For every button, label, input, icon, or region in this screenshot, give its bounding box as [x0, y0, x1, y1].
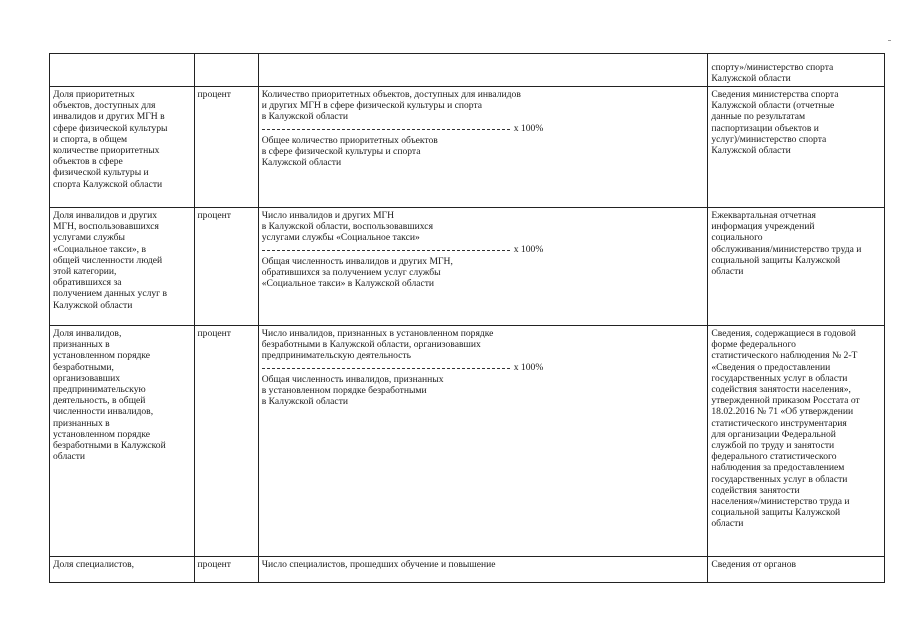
indicator-line: признанных в	[53, 417, 110, 429]
numerator-line: Число специалистов, прошедших обучение и повышение	[261, 559, 496, 570]
source-line: паспортизации объектов и	[711, 122, 819, 134]
indicator-line: «Социальное такси», в	[53, 243, 146, 255]
indicators-table	[49, 53, 885, 583]
indicator-line: Доля инвалидов и других	[53, 210, 158, 221]
source-line: федерального статистического	[711, 451, 837, 463]
source-line: социальной защиты Калужской	[711, 254, 841, 266]
source-line: Калужской области	[711, 72, 791, 84]
source-line: «Сведения о предоставлении	[711, 361, 831, 373]
indicator-line: Доля инвалидов,	[53, 328, 122, 339]
indicator-line: области	[53, 451, 86, 463]
indicator-line: этой категории,	[53, 266, 117, 278]
denominator-line: в сфере физической культуры и спорта	[261, 145, 421, 157]
denominator-line: Общее количество приоритетных объектов	[261, 134, 438, 146]
indicator-line: и спорта, в общем	[53, 133, 128, 145]
source-cell	[708, 87, 885, 208]
indicator-cell	[50, 326, 195, 557]
numerator-line: Количество приоритетных объектов, доступных для инвалидов	[261, 89, 521, 100]
table-row	[50, 326, 885, 557]
indicator-line: численности инвалидов,	[53, 406, 154, 418]
source-line: Калужской области (отчетные	[711, 100, 835, 112]
source-line: наблюдения за предоставлением	[711, 462, 845, 474]
fraction-bar	[262, 362, 706, 374]
source-line: Сведения, содержащиеся в годовой	[711, 328, 856, 339]
source-line: утвержденной приказом Росстата от	[711, 395, 860, 407]
formula-cell	[258, 557, 708, 583]
numerator-line: и других МГН в сфере физической культуры и спорта	[261, 100, 483, 112]
source-line: спорту»/министерство спорта	[711, 61, 834, 73]
source-line: содействия занятости	[711, 484, 800, 496]
denominator-line: Общая численность инвалидов и других МГН,	[261, 255, 453, 267]
source-line: услуг)/министерство спорта	[711, 133, 827, 145]
source-line: статистического инструментария	[711, 417, 847, 429]
source-line: форме федерального	[711, 339, 796, 351]
indicator-line: получением данных услуг в	[53, 288, 168, 300]
source-line: службой по труду и занятости	[711, 440, 835, 452]
denominator-line: в Калужской области	[261, 396, 349, 408]
source-line: данные по результатам	[711, 111, 806, 123]
source-cell	[708, 557, 885, 583]
denominator-line: Общая численность инвалидов, признанных	[261, 373, 444, 385]
indicator-line: услугами службы	[53, 232, 125, 244]
indicator-line: физической культуры и	[53, 167, 149, 179]
indicator-line: Доля специалистов,	[53, 559, 135, 570]
formula-cell	[258, 208, 708, 326]
source-line: социального	[711, 232, 763, 244]
indicator-line: признанных в	[53, 339, 110, 351]
multiplier: x 100%	[513, 243, 544, 255]
unit-cell: процент	[194, 326, 258, 557]
source-line: области	[711, 518, 744, 530]
source-line: Калужской области	[711, 145, 791, 157]
source-line: для организации Федеральной	[711, 428, 836, 440]
indicator-line: спорта Калужской области	[53, 178, 163, 190]
unit-cell	[194, 54, 258, 87]
indicator-line: МГН, воспользовавшихся	[53, 221, 159, 233]
denominator-line: «Социальное такси» в Калужской области	[261, 278, 435, 290]
table-row	[50, 54, 885, 87]
indicator-line: организовавших	[53, 372, 121, 384]
indicator-cell	[50, 87, 195, 208]
formula-cell	[258, 87, 708, 208]
denominator-line: в установленном порядке безработными	[261, 384, 427, 396]
source-line: населения»/министерство труда и	[711, 496, 850, 508]
denominator-line: обратившихся за получением услуг службы	[261, 266, 441, 278]
fraction-bar	[262, 123, 706, 135]
table-row	[50, 208, 885, 326]
indicator-line: установленном порядке	[53, 350, 151, 362]
page-mark	[888, 40, 891, 41]
formula-cell	[258, 326, 708, 557]
source-line: информация учреждений	[711, 221, 815, 233]
indicator-line: безработными в Калужской	[53, 440, 166, 452]
unit-cell: процент	[194, 87, 258, 208]
indicator-cell	[50, 557, 195, 583]
numerator-line: услугами службы «Социальное такси»	[261, 232, 420, 244]
indicator-line: безработными,	[53, 361, 114, 373]
source-line: социальной защиты Калужской	[711, 507, 841, 519]
numerator-line: в Калужской области	[261, 111, 349, 123]
indicator-line: деятельность, в общей	[53, 395, 146, 407]
formula-cell	[258, 54, 708, 87]
source-line: 18.02.2016 № 71 «Об утверждении	[711, 406, 854, 418]
indicator-line: объектов в сфере	[53, 156, 123, 168]
source-cell	[708, 326, 885, 557]
indicator-line: предпринимательскую	[53, 384, 146, 396]
indicator-line: инвалидов и других МГН в	[53, 111, 165, 123]
indicator-line: общей численности людей	[53, 254, 163, 266]
indicator-cell	[50, 208, 195, 326]
unit-cell: процент	[194, 557, 258, 583]
source-cell	[708, 54, 885, 87]
indicator-line: Доля приоритетных	[53, 89, 135, 100]
unit-cell: процент	[194, 208, 258, 326]
source-line: обслуживания/министерство труда и	[711, 243, 862, 255]
multiplier: x 100%	[513, 122, 544, 134]
source-line: области	[711, 266, 744, 278]
source-line: Сведения министерства спорта	[711, 89, 839, 100]
source-line: статистического наблюдения № 2-Т	[711, 350, 858, 362]
numerator-line: Число инвалидов и других МГН	[261, 210, 395, 221]
indicator-line: сфере физической культуры	[53, 122, 168, 134]
indicator-line: количестве приоритетных	[53, 145, 160, 157]
table-row	[50, 557, 885, 583]
numerator-line: в Калужской области, воспользовавшихся	[261, 221, 433, 233]
source-line: Ежеквартальная отчетная	[711, 210, 816, 221]
indicator-cell	[50, 54, 195, 87]
multiplier: x 100%	[513, 361, 544, 373]
source-cell	[708, 208, 885, 326]
numerator-line: безработными в Калужской области, организовавших	[261, 339, 481, 351]
indicator-line: Калужской области	[53, 299, 133, 311]
indicator-line: обратившихся за	[53, 277, 122, 289]
source-line: государственных услуг в области	[711, 372, 848, 384]
numerator-line: Число инвалидов, признанных в установленном порядке	[261, 328, 494, 339]
fraction-bar	[262, 244, 706, 256]
source-line: государственных услуг в области	[711, 473, 848, 485]
source-line: содействия занятости населения»,	[711, 384, 851, 396]
numerator-line: предпринимательскую деятельность	[261, 350, 411, 362]
denominator-line: Калужской области	[261, 157, 342, 169]
indicator-line: установленном порядке	[53, 428, 151, 440]
table-row	[50, 87, 885, 208]
source-line: Сведения от органов	[711, 559, 797, 570]
indicator-line: объектов, доступных для	[53, 100, 156, 112]
